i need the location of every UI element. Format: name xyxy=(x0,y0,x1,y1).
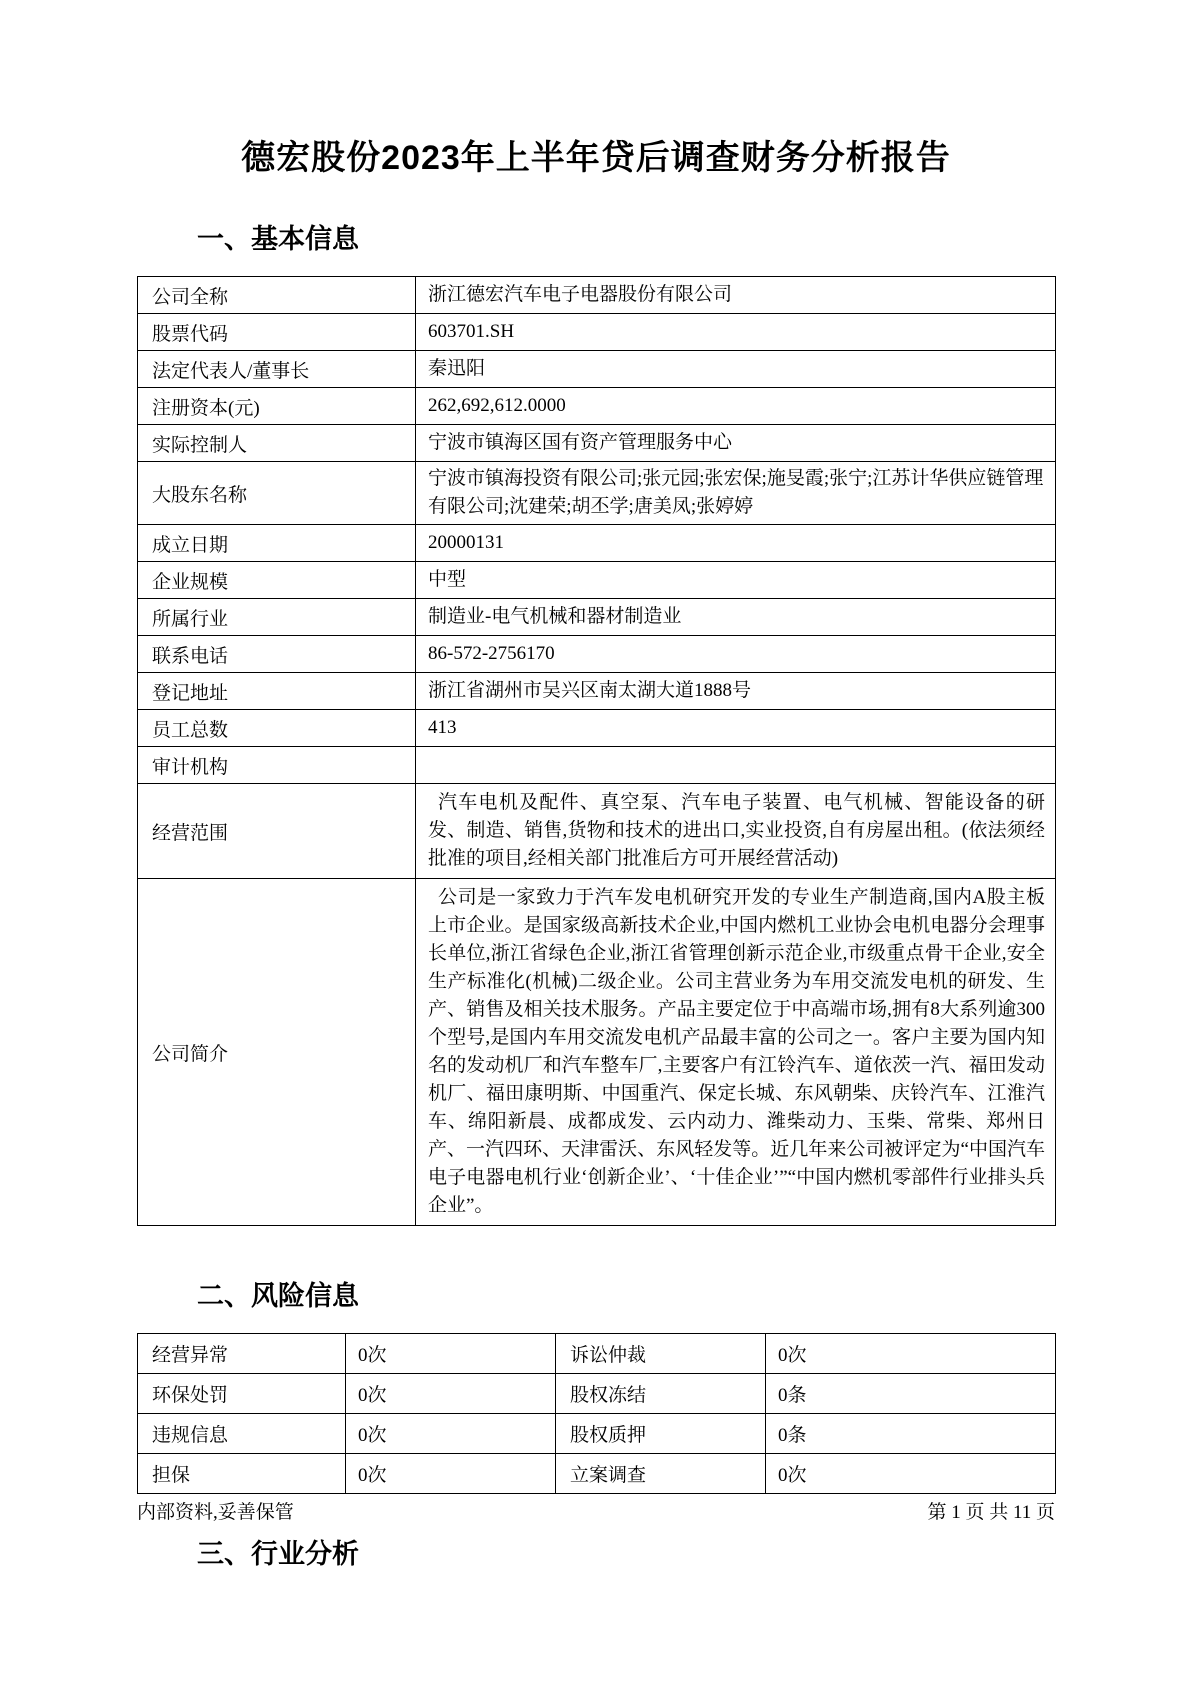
field-label: 公司全称 xyxy=(138,277,416,314)
field-label: 登记地址 xyxy=(138,673,416,710)
risk-field-label: 违规信息 xyxy=(138,1414,346,1454)
field-value: 20000131 xyxy=(416,525,1056,562)
field-value: 86-572-2756170 xyxy=(416,636,1056,673)
field-label: 实际控制人 xyxy=(138,425,416,462)
field-value: 413 xyxy=(416,710,1056,747)
field-label: 公司简介 xyxy=(138,879,416,1226)
risk-field-value: 0次 xyxy=(346,1334,556,1374)
risk-info-table xyxy=(137,1333,1056,1494)
field-value: 秦迅阳 xyxy=(416,351,1056,388)
field-value: 公司是一家致力于汽车发电机研究开发的专业生产制造商,国内A股主板上市企业。是国家级高新技术企业,中国内燃机工业协会电机电器分会理事长单位,浙江省绿色企业,浙江省管理创新示范企业,市级重点骨干企业,安全生产标准化(机械)二级企业。公司主营业务为车用交流发电机的研发、生产、销售及相关技术服务。产品主要定位于中高端市场,拥有8大系列逾300个型号,是国内车用交流发电机产品最丰富的公司之一。客户主要为国内知名的发动机厂和汽车整车厂,主要客户有江铃汽车、道依茨一汽、福田发动机厂、福田康明斯、中国重汽、保定长城、东风朝柴、庆铃汽车、江淮汽车、绵阳新晨、成都成发、云内动力、潍柴动力、玉柴、常柴、郑州日产、一汽四环、天津雷沃、东风轻发等。近几年来公司被评定为“中国汽车电子电器电机行业‘创新企业’、‘十佳企业’”“中国内燃机零部件行业排头兵企业”。 xyxy=(416,879,1056,1226)
risk-field-value: 0次 xyxy=(346,1454,556,1494)
risk-field-value: 0次 xyxy=(766,1334,1056,1374)
field-label: 法定代表人/董事长 xyxy=(138,351,416,388)
field-label: 审计机构 xyxy=(138,747,416,784)
risk-field-value: 0条 xyxy=(766,1414,1056,1454)
table-row xyxy=(138,636,1056,673)
field-label: 联系电话 xyxy=(138,636,416,673)
table-row xyxy=(138,1374,1056,1414)
field-label: 员工总数 xyxy=(138,710,416,747)
field-value: 中型 xyxy=(416,562,1056,599)
table-row xyxy=(138,1334,1056,1374)
table-row xyxy=(138,525,1056,562)
risk-field-label: 诉讼仲裁 xyxy=(556,1334,766,1374)
field-value: 浙江省湖州市吴兴区南太湖大道1888号 xyxy=(416,673,1056,710)
table-row xyxy=(138,747,1056,784)
table-row xyxy=(138,388,1056,425)
page-footer xyxy=(137,1497,1055,1524)
risk-field-label: 股权质押 xyxy=(556,1414,766,1454)
risk-field-value: 0次 xyxy=(346,1374,556,1414)
table-row xyxy=(138,277,1056,314)
risk-field-value: 0次 xyxy=(346,1414,556,1454)
field-value xyxy=(416,747,1056,784)
field-label: 所属行业 xyxy=(138,599,416,636)
field-value: 宁波市镇海投资有限公司;张元园;张宏保;施旻霞;张宁;江苏计华供应链管理有限公司;沈建荣;胡丕学;唐美凤;张婷婷 xyxy=(416,462,1056,525)
field-label: 经营范围 xyxy=(138,784,416,879)
risk-field-label: 股权冻结 xyxy=(556,1374,766,1414)
table-row xyxy=(138,1414,1056,1454)
field-label: 大股东名称 xyxy=(138,462,416,525)
risk-field-label: 环保处罚 xyxy=(138,1374,346,1414)
risk-field-label: 立案调查 xyxy=(556,1454,766,1494)
field-label: 股票代码 xyxy=(138,314,416,351)
field-value: 603701.SH xyxy=(416,314,1056,351)
footer-page-number: 第 1 页 共 11 页 xyxy=(927,1502,1055,1523)
risk-field-label: 经营异常 xyxy=(138,1334,346,1374)
table-row xyxy=(138,710,1056,747)
field-value: 262,692,612.0000 xyxy=(416,388,1056,425)
field-label: 成立日期 xyxy=(138,525,416,562)
field-value: 浙江德宏汽车电子电器股份有限公司 xyxy=(416,277,1056,314)
table-row xyxy=(138,784,1056,879)
section-heading-industry: 三、行业分析 xyxy=(197,1539,359,1569)
field-value: 制造业-电气机械和器材制造业 xyxy=(416,599,1056,636)
table-row xyxy=(138,562,1056,599)
footer-confidential-note: 内部资料,妥善保管 xyxy=(137,1502,294,1523)
table-row xyxy=(138,673,1056,710)
risk-field-value: 0次 xyxy=(766,1454,1056,1494)
field-value: 汽车电机及配件、真空泵、汽车电子装置、电气机械、智能设备的研发、制造、销售,货物和技术的进出口,实业投资,自有房屋出租。(依法须经批准的项目,经相关部门批准后方可开展经营活动) xyxy=(416,784,1056,879)
field-value: 宁波市镇海区国有资产管理服务中心 xyxy=(416,425,1056,462)
section-heading-basic-info: 一、基本信息 xyxy=(197,224,359,254)
table-row xyxy=(138,351,1056,388)
doc-title: 德宏股份2023年上半年贷后调查财务分析报告 xyxy=(241,139,951,177)
risk-field-value: 0条 xyxy=(766,1374,1056,1414)
field-label: 注册资本(元) xyxy=(138,388,416,425)
table-row xyxy=(138,425,1056,462)
table-row xyxy=(138,1454,1056,1494)
table-row xyxy=(138,314,1056,351)
risk-field-label: 担保 xyxy=(138,1454,346,1494)
field-label: 企业规模 xyxy=(138,562,416,599)
section-heading-risk-info: 二、风险信息 xyxy=(197,1281,359,1311)
table-row xyxy=(138,879,1056,1226)
table-row xyxy=(138,599,1056,636)
table-row xyxy=(138,462,1056,525)
basic-info-table xyxy=(137,276,1056,1226)
